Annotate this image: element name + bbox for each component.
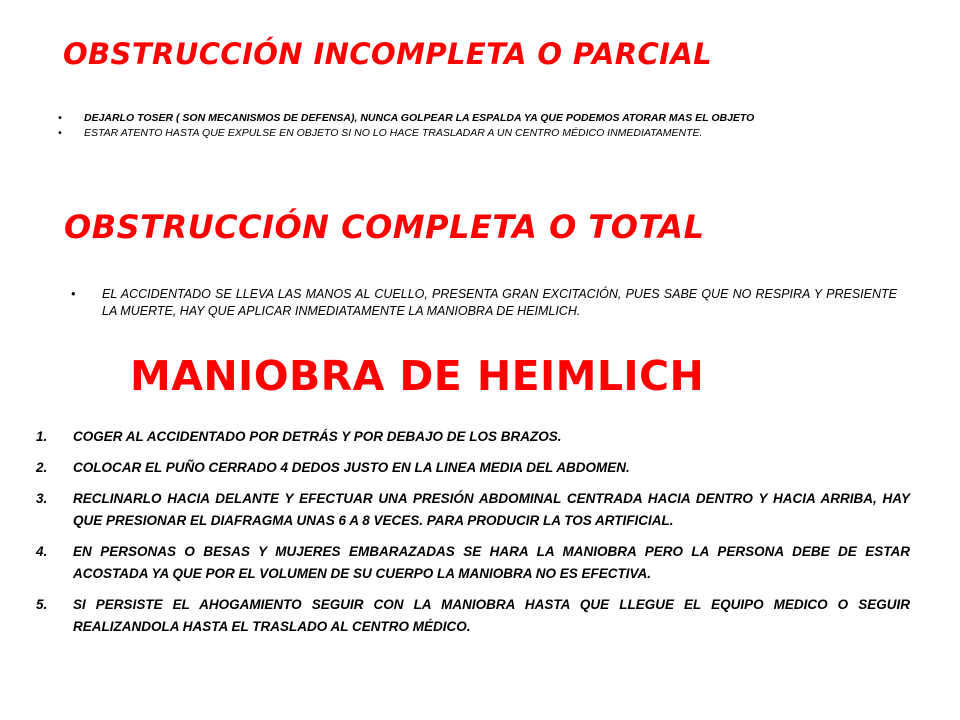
step-item [36,594,910,638]
step-number: 2. [36,460,48,475]
step-number: 4. [36,544,48,559]
total-obstruction-title: OBSTRUCCIÓN COMPLETA O TOTAL [64,208,705,246]
partial-obstruction-list [58,111,938,141]
step-number: 3. [36,491,48,506]
step-item [36,488,910,532]
heimlich-steps-list [36,426,910,647]
partial-obstruction-title: OBSTRUCCIÓN INCOMPLETA O PARCIAL [63,37,713,71]
step-item [36,426,910,448]
list-item: • ESTAR ATENTO HASTA QUE EXPULSE EN OBJETO SI NO LO HACE TRASLADAR A UN CENTRO MÉDICO INMEDIATAMENTE. [58,126,938,141]
heimlich-title: MANIOBRA DE HEIMLICH [130,352,705,400]
list-item: • EL ACCIDENTADO SE LLEVA LAS MANOS AL CUELLO, PRESENTA GRAN EXCITACIÓN, PUES SABE QUE NO RESPIRA Y PRESIENTE LA MUERTE, HAY QUE APLICAR INMEDIATAMENTE LA MANIOBRA DE HEIMLICH. [71,286,897,320]
step-text: SI PERSISTE EL AHOGAMIENTO SEGUIR CON LA MANIOBRA HASTA QUE LLEGUE EL EQUIPO MEDICO O SEGUIR REALIZANDOLA HASTA EL TRASLADO AL CENTRO MÉDICO. [73,597,910,634]
list-item: • DEJARLO TOSER ( SON MECANISMOS DE DEFENSA), NUNCA GOLPEAR LA ESPALDA YA QUE PODEMOS ATORAR MAS EL OBJETO [58,111,938,126]
step-number: 5. [36,597,48,612]
step-number: 1. [36,429,48,444]
step-item [36,541,910,585]
step-text: COLOCAR EL PUÑO CERRADO 4 DEDOS JUSTO EN LA LINEA MEDIA DEL ABDOMEN. [73,460,630,475]
step-text: EN PERSONAS O BESAS Y MUJERES EMBARAZADAS SE HARA LA MANIOBRA PERO LA PERSONA DEBE DE ESTAR ACOSTADA YA QUE POR EL VOLUMEN DE SU CUERPO LA MANIOBRA NO ES EFECTIVA. [73,544,910,581]
step-item [36,457,910,479]
step-text: COGER AL ACCIDENTADO POR DETRÁS Y POR DEBAJO DE LOS BRAZOS. [73,429,562,444]
total-obstruction-list [71,286,897,320]
step-text: RECLINARLO HACIA DELANTE Y EFECTUAR UNA PRESIÓN ABDOMINAL CENTRADA HACIA DENTRO Y HACIA ARRIBA, HAY QUE PRESIONAR EL DIAFRAGMA UNAS 6 A 8 VECES. PARA PRODUCIR LA TOS ARTIFICIAL. [73,491,910,528]
